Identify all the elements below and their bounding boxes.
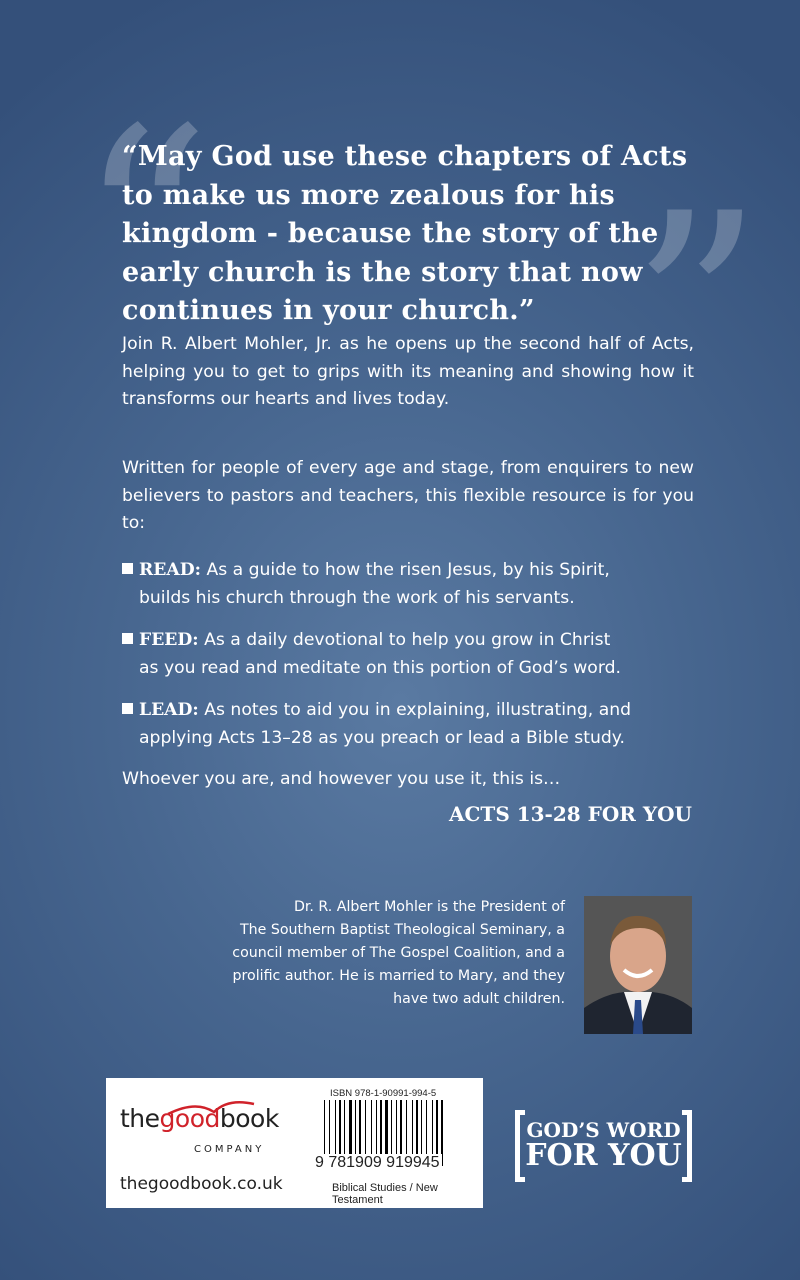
isbn-label: ISBN 978-1-90991-994-5 <box>330 1088 437 1099</box>
publisher-website: thegoodbook.co.uk <box>120 1174 283 1194</box>
publisher-panel <box>106 1078 483 1208</box>
series-logo-line: GOD’S WORD <box>526 1118 681 1142</box>
open-quote-mark: “ <box>78 74 211 376</box>
bullet-square-icon <box>122 563 133 574</box>
close-quote-mark: ” <box>630 159 763 461</box>
logo-the: the <box>120 1104 160 1133</box>
closing-line: Whoever you are, and however you use it, this is… <box>122 769 561 789</box>
publisher-company: COMPANY <box>194 1144 265 1155</box>
bullet-text: applying Acts 13–28 as you preach or lead a Bible study. <box>139 727 625 748</box>
quote-line: to make us more zealous for his <box>122 179 615 211</box>
book-category: Biblical Studies / New Testament <box>332 1182 438 1206</box>
quote-line: continues in your church.” <box>122 295 535 326</box>
quote-line: early church is the story that now <box>122 256 643 288</box>
bullet-lead <box>122 697 702 752</box>
bio-line: Dr. R. Albert Mohler is the President of <box>293 899 565 915</box>
bullet-text: As notes to aid you in explaining, illustrating, and <box>204 700 632 720</box>
bullet-text: as you read and meditate on this portion of God’s word. <box>139 657 621 678</box>
bullet-read <box>122 557 702 612</box>
bullet-label: READ: <box>139 560 201 580</box>
author-bio <box>225 896 565 1011</box>
series-title: ACTS 13-28 FOR YOU <box>449 802 692 826</box>
intro-paragraph: Join R. Albert Mohler, Jr. as he opens up the second half of Acts, helping you to get to grips with its meaning and showing how it transforms our hearts and lives today. <box>122 334 694 409</box>
barcode-number: 9 781909 919945 <box>315 1154 440 1171</box>
bullet-text: As a daily devotional to help you grow in Christ <box>204 630 611 650</box>
author-photo <box>584 896 692 1034</box>
bio-line: prolific author. He is married to Mary, and they <box>232 968 565 984</box>
bullet-text: As a guide to how the risen Jesus, by his Spirit, <box>206 560 610 580</box>
bullet-square-icon <box>122 703 133 714</box>
quote-line: “May God use these chapters of Acts <box>122 141 688 172</box>
audience-paragraph: Written for people of every age and stage, from enquirers to new believers to pastors and teachers, this flexible resource is for you to: <box>122 458 694 533</box>
logo-book: book <box>219 1104 279 1133</box>
bullet-square-icon <box>122 633 133 644</box>
bullet-text: builds his church through the work of his servants. <box>139 587 575 608</box>
bullet-label: LEAD: <box>139 700 199 720</box>
publisher-logo <box>120 1104 279 1133</box>
bullet-feed <box>122 627 702 682</box>
quote-line: kingdom - because the story of the <box>122 218 659 249</box>
pull-quote <box>122 138 702 331</box>
bullet-label: FEED: <box>139 630 199 650</box>
bio-line: have two adult children. <box>393 991 565 1007</box>
series-logo <box>515 1110 692 1182</box>
series-logo-line: FOR YOU <box>525 1138 682 1173</box>
bio-line: council member of The Gospel Coalition, and a <box>232 945 565 961</box>
logo-good: good <box>159 1104 220 1133</box>
bio-line: The Southern Baptist Theological Seminary, a <box>239 922 565 938</box>
